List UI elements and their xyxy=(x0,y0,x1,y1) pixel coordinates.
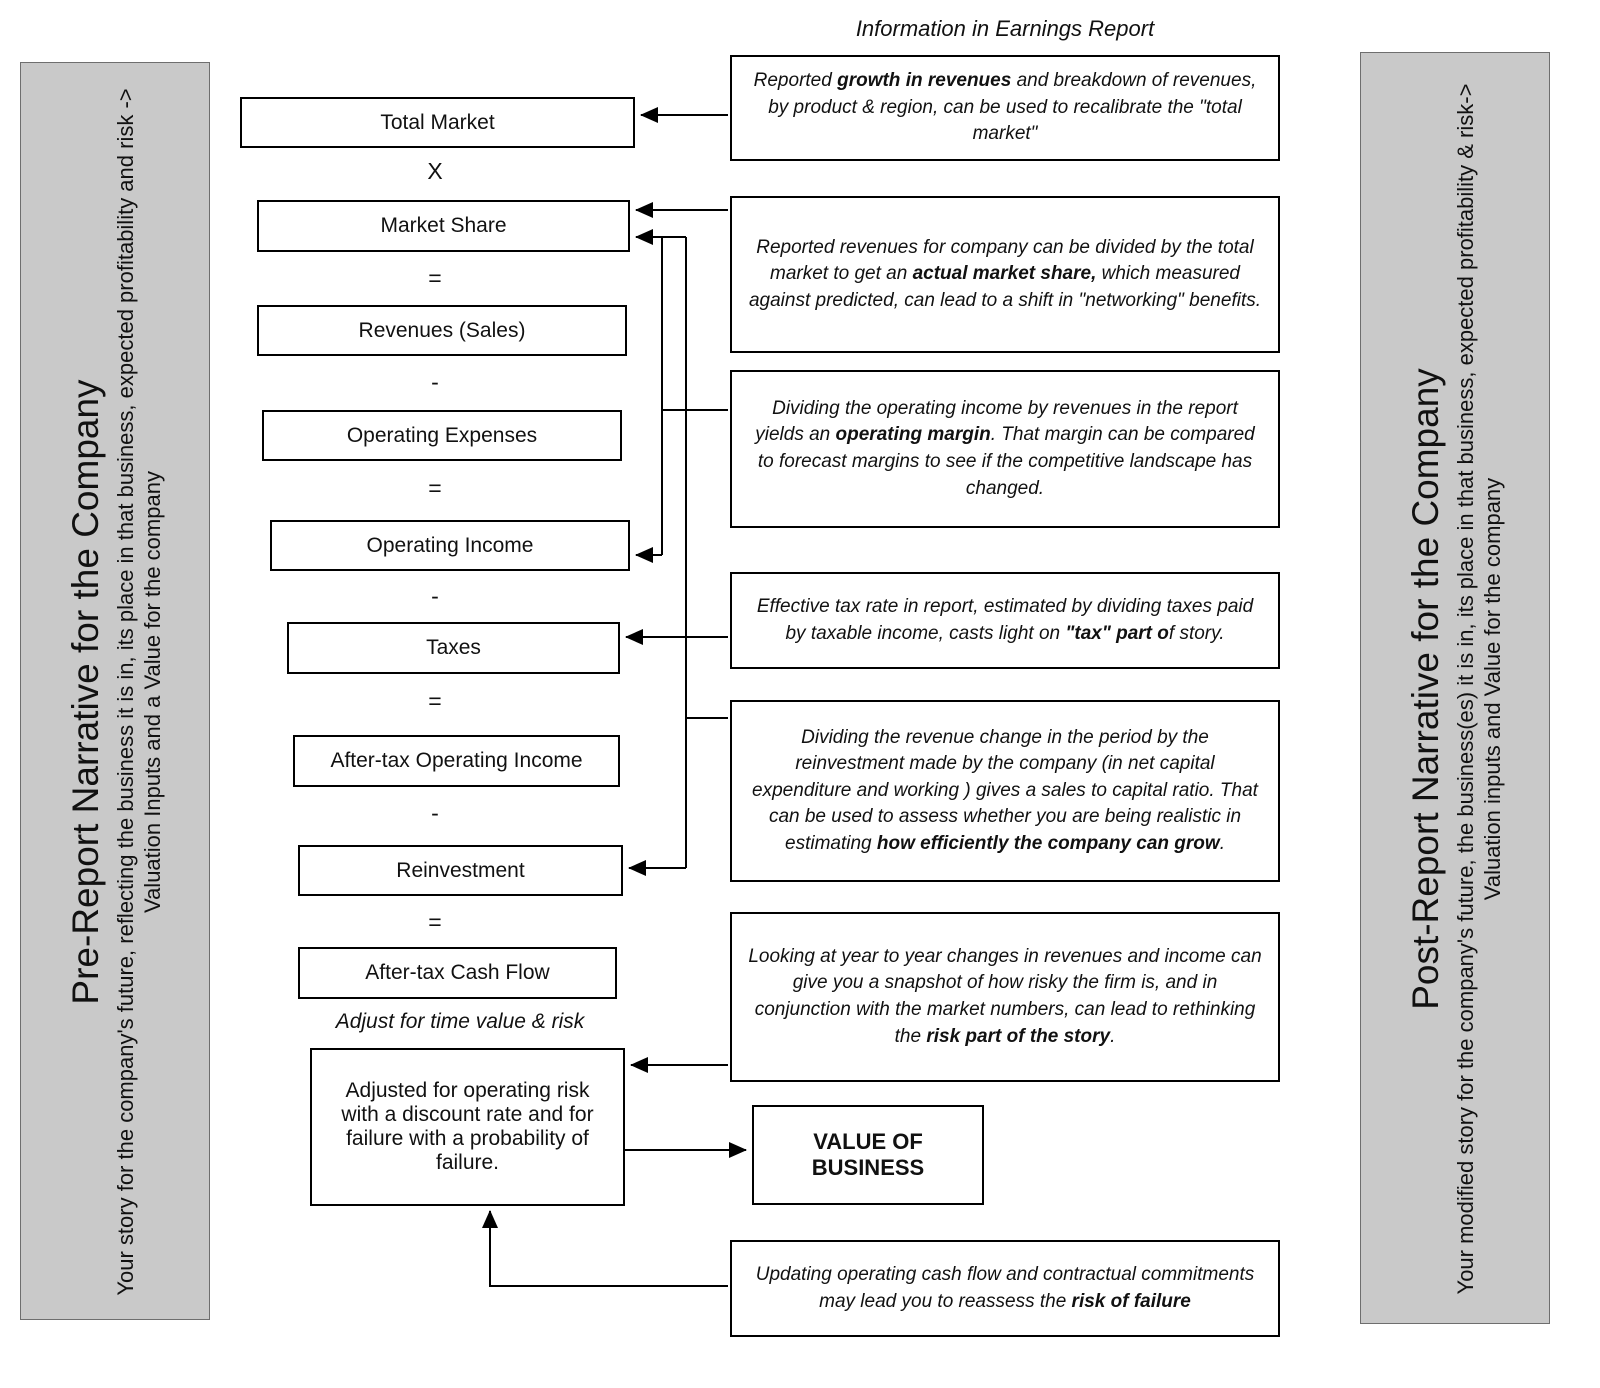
operator-multiply: X xyxy=(427,158,443,184)
operator-equals-4: = xyxy=(428,909,442,935)
annotation-growth-in-revenues xyxy=(730,55,1280,161)
post-report-panel xyxy=(1360,52,1550,1324)
arrow-risk-of-failure-up xyxy=(490,1211,728,1286)
operator-minus-1: - xyxy=(431,369,439,395)
pre-report-rotated-text xyxy=(21,63,211,1321)
annotation-effective-tax-rate xyxy=(730,572,1280,669)
post-report-rotated-text xyxy=(1361,53,1551,1325)
operator-equals-2: = xyxy=(428,475,442,501)
adjust-time-value-note: Adjust for time value & risk xyxy=(335,1010,585,1033)
flow-box-after-tax-operating-income: After-tax Operating Income xyxy=(293,735,620,787)
annotation-text: Reported growth in revenues and breakdown of revenues, by product & region, can be used to recalibrate the "total market" xyxy=(753,70,1257,145)
flow-box-reinvestment: Reinvestment xyxy=(298,845,623,896)
pre-report-panel xyxy=(20,62,210,1320)
annotation-text: Dividing the revenue change in the period by the reinvestment made by the company (in net capital expenditure and working ) gives a sales to capital ratio. That can be used to assess whether you are being realistic in estimating how efficiently the company can grow. xyxy=(752,726,1258,854)
pre-report-subtitle: Your story for the company's future, reflecting the business it is in, its place in that business, expected profitability and risk -> Valuation Inputs and a Value for the company xyxy=(113,88,165,1296)
pre-report-title: Pre-Report Narrative for the Company xyxy=(65,379,107,1005)
annotation-text: Reported revenues for company can be divided by the total market to get an actual market share, which measured against predicted, can lead to a shift in "networking" benefits. xyxy=(748,236,1262,311)
annotation-text: Effective tax rate in report, estimated by dividing taxes paid by taxable income, casts light on "tax" part of story. xyxy=(756,595,1254,644)
operator-equals-1: = xyxy=(428,265,442,291)
earnings-report-header: Information in Earnings Report xyxy=(855,16,1155,41)
flow-box-after-tax-cash-flow: After-tax Cash Flow xyxy=(298,947,617,999)
annotation-risk-of-failure xyxy=(730,1240,1280,1337)
flow-box-taxes: Taxes xyxy=(287,622,620,674)
post-report-subtitle: Your modified story for the company's future, the business(es) it is in, its place in that business, expected profitability & risk-> Valuation inputs and Value for the company xyxy=(1453,83,1505,1295)
flow-box-revenues: Revenues (Sales) xyxy=(257,305,627,356)
flow-box-operating-income: Operating Income xyxy=(270,520,630,571)
annotation-text: Updating operating cash flow and contractual commitments may lead you to reassess the risk of failure xyxy=(755,1263,1255,1312)
post-report-title: Post-Report Narrative for the Company xyxy=(1405,368,1447,1010)
flow-box-operating-expenses: Operating Expenses xyxy=(262,410,622,461)
annotation-text: Dividing the operating income by revenues in the report yields an operating margin. That margin can be compared to forecast margins to see if the competitive landscape has changed. xyxy=(755,397,1255,499)
annotation-sales-to-capital xyxy=(730,700,1280,882)
adjusted-for-risk-box: Adjusted for operating risk with a discount rate and for failure with a probability of failure. xyxy=(310,1048,625,1206)
operator-minus-2: - xyxy=(431,583,439,609)
annotation-actual-market-share xyxy=(730,196,1280,353)
annotation-risk-part-of-story xyxy=(730,912,1280,1082)
flow-box-market-share: Market Share xyxy=(257,200,630,252)
flow-box-total-market: Total Market xyxy=(240,97,635,148)
value-of-business-box: VALUE OF BUSINESS xyxy=(752,1105,984,1205)
operator-equals-3: = xyxy=(428,688,442,714)
annotation-text: Looking at year to year changes in revenues and income can give you a snapshot of how risky the firm is, and in conjunction with the market numbers, can lead to rethinking the risk part of the story. xyxy=(748,945,1262,1047)
annotation-operating-margin xyxy=(730,370,1280,528)
operator-minus-3: - xyxy=(431,800,439,826)
